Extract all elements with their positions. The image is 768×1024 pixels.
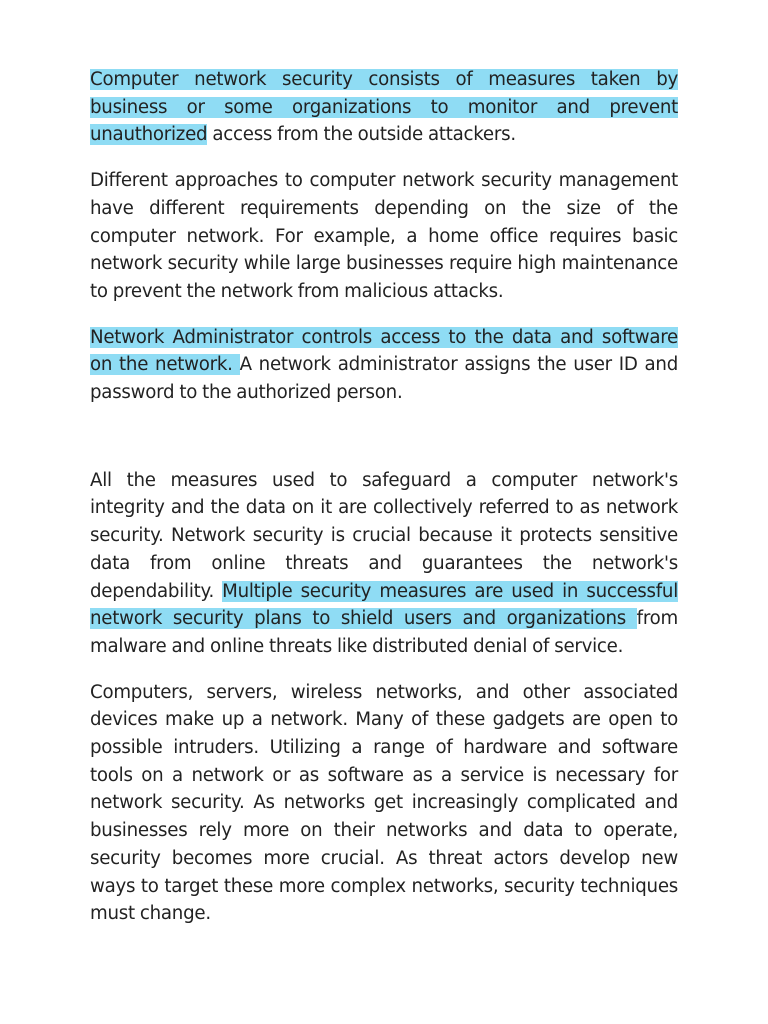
highlighted-text: Multiple security measures are used in successful network security plans to shield users and organizations [90,580,678,630]
highlighted-text: Computer network security consists of measures taken by business or some organizations to monitor and prevent unauthorized [90,69,678,146]
paragraph-5 [90,679,678,928]
paragraph-text: Different approaches to computer network security management have different requirements depending on the size of the computer network. For example, a home office requires basic network security while large businesses require high maintenance to prevent the network from malicious attacks. [90,170,678,302]
paragraph-3 [90,324,678,407]
paragraph-text: from malware and online threats like distributed denial of service. [90,608,678,657]
paragraph-2 [90,167,678,306]
paragraph-4 [90,467,678,661]
paragraph-text: A network administrator assigns the user ID and password to the authorized person. [90,354,678,404]
paragraph-text: All the measures used to safeguard a computer network's integrity and the data on it are collectively referred to as network security. Network security is crucial because it protects sensitive data from online threats and guarantees the network's dependability. [90,469,678,602]
paragraph-text: Computers, servers, wireless networks, and other associated devices make up a network. Many of these gadgets are open to possible intruders. Utilizing a range of hardware and software tools on a network or as software as a service is necessary for network security. As networks get increasingly complicated and businesses rely more on their networks and data to operate, security becomes more crucial. As threat actors develop new ways to target these more complex networks, security techniques must change. [90,681,678,925]
highlighted-text: Network Administrator controls access to the data and software on the network. [90,326,678,376]
document-body [90,66,678,946]
paragraph-text: access from the outside attackers. [207,124,516,146]
paragraph-1 [90,66,678,149]
